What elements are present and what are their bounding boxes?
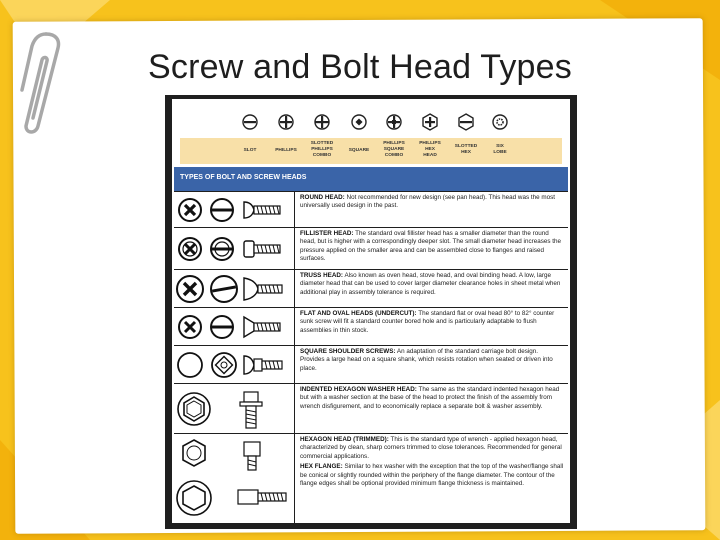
drive-label: PHILLIPS HEX HEAD [419,141,441,158]
table-row [174,345,568,384]
head-type-desc: Not recommended for new design (see pan head). This head was the most universally used design in the past. [300,194,556,210]
head-type-desc: This is the standard type of wrench - applied hexagon head, characterized by clean, sharp corners trimmed to close tolerances. Recommended for general commercial applications. [300,436,562,460]
head-type-desc: The standard flat or oval head 80° to 82° counter sunk screw will fit a standard counter bored hole and is particularly adaptable to flush assemblies in thin stock. [300,310,555,334]
head-type-name: HEX FLANGE: [300,463,343,471]
head-type-desc: An adaptation of the standard carriage bolt design. Provides a large head on a square shank, which resists rotation when seated or driven into place. [300,348,553,372]
table-row [174,433,568,524]
hex-washer-head-illustration [174,384,295,434]
head-type-name: HEXAGON HEAD (TRIMMED): [300,436,389,443]
head-type-desc: Also known as oven head, stove head, and oval binding head. A low, large diameter head that can be used to cover larger diameter clearance holes in sheet metal when additional play in assembly tolerance is required. [300,272,561,296]
row-description [300,194,564,211]
flat-oval-head-illustration [174,308,295,346]
head-type-name: SQUARE SHOULDER SCREWS: [300,348,396,355]
table-row [174,383,568,434]
slotted-hex-icon [456,112,476,132]
drive-label: SLOT [243,148,257,153]
phillips-square-combo-icon [384,112,404,132]
row-description [300,272,564,297]
row-description [300,436,564,488]
head-type-name: ROUND HEAD: [300,194,345,201]
round-head-illustration [174,192,295,228]
drive-labels-band [180,138,562,164]
section-header-text: TYPES OF BOLT AND SCREW HEADS [180,174,307,181]
drive-label: SLOTTED HEX [454,144,478,155]
drive-label: SQUARE [348,148,370,153]
table-row [174,307,568,346]
fillister-head-illustration [174,228,295,270]
drive-types-strip [180,104,562,164]
head-type-desc: Similar to hex washer with the exception that the top of the washer/flange shall be conical or slightly rounded within the periphery of the flange diameter. The contour of the flange edges shall be optional provided minimum flange thickness is maintained. [300,463,564,488]
row-description [300,386,564,411]
slot-drive-icon [240,112,260,132]
slotted-phillips-combo-icon [312,112,332,132]
table-row [174,227,568,270]
drive-icons-band [180,104,562,138]
phillips-drive-icon [276,112,296,132]
head-type-name: FLAT AND OVAL HEADS (UNDERCUT): [300,310,417,317]
head-type-desc: The same as the standard indented hexagon head but with a washer section at the base of the head to protect the finish of the assembly from wrench disfigurement, and to economically replace a separate bolt & washer assembly. [300,386,560,410]
table-row [174,269,568,308]
head-type-name: FILLISTER HEAD: [300,230,354,237]
phillips-hex-head-icon [420,112,440,132]
section-header [174,167,568,191]
slide-title: Screw and Bolt Head Types [148,48,572,86]
row-description [300,348,564,373]
truss-head-illustration [174,270,295,308]
drive-label: SLOTTED PHILLIPS COMBO [310,141,334,158]
square-drive-icon [349,112,369,132]
drive-label: SIX LOBE [493,144,507,155]
table-row [174,191,568,228]
row-description [300,230,564,264]
head-type-name: INDENTED HEXAGON WASHER HEAD: [300,386,417,393]
hexagon-flange-illustration [174,434,295,524]
drive-label: PHILLIPS [275,148,297,153]
head-type-name: TRUSS HEAD: [300,272,344,279]
square-shoulder-illustration [174,346,295,384]
head-type-desc: The standard oval fillister head has a smaller diameter than the round head, but is higher with a correspondingly deeper slot. The small diameter head increases the pressure applied on the smaller area and can be assembled close to flanges and raised surfaces. [300,230,562,263]
row-description [300,310,564,335]
six-lobe-drive-icon [490,112,510,132]
drive-label: PHILLIPS SQUARE COMBO [383,141,405,158]
screw-head-chart [165,95,577,529]
